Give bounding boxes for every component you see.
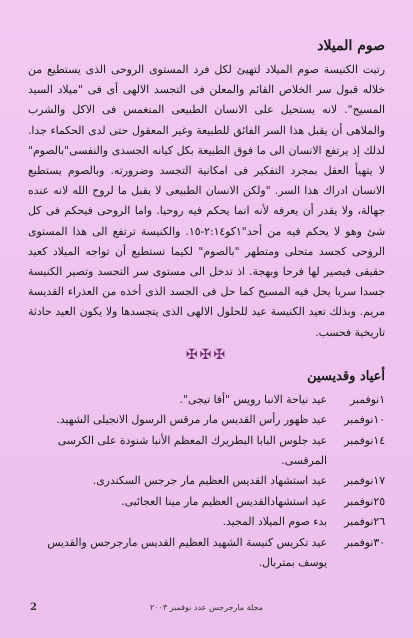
feast-date: ٢٦نوفمبر bbox=[344, 515, 385, 529]
page-footer bbox=[0, 603, 413, 617]
feasts-list bbox=[28, 390, 385, 574]
feast-date: ١نوفمبر bbox=[349, 392, 385, 406]
feast-date: ١٧نوفمبر bbox=[344, 474, 385, 488]
article-body: رتبت الكنيسة صوم الميلاد لتهيئ لكل فرد المستوى الروحى الذى يستطيع من خلاله قبول سر الخلاص القائم والمعلن فى التجسد الالهى أى فى "ميلاد السيد المسيح". لانه يستحيل على الانسان الطبيعى المنغمس فى الاكل والشرب والملاهى أن يقبل هذا السر الفائق للطبيعة وغير المعقول حتى لدى الحكماء جدا. لذلك إذ يرتفع الانسان الى ما فوق الطبيعة بكل كيانه الجسدى والنفسى"بالصوم" لا يتهيأ العقل بمجرد التفكير فى امكانية التجسد وضرورته. وبالصوم يستطيع الانسان ادراك هذا السر. "ولكن الانسان الطبيعى لا يقبل ما لروح الله لانه عنده جهالة، ولا يقدر أن يعرفه لأنه انما يحكم فيه روحيا. واما الروحى فيحكم فى كل شئ وهو لا يحكم فيه من أحد"١كو٢:١٤-١٥. والكنيسة ترتفع الى هذا المستوى الروحى كجسد متحلى ومتطهر "بالصوم" لكيما تستطيع أن تواجه الميلاد كعيد حقيقى فيصير لها فرحا وبهجة. اذ تدخل الى مستوى سر التجسد وتصير الكنيسة جسدا سريا يحل فيه المسيح كما حل فى الجسد الذى أخذه من العذراء القديسة مريم. وبذلك تعيد الكنيسة عيد للحلول الالهى الذى يتجسدها ولا يكون العيد حادثة تاريخية فحسب. bbox=[28, 63, 385, 339]
feast-description: بدء صوم الميلاد المجيد. bbox=[222, 515, 327, 529]
feast-description: عيد تكريس كنيسة الشهيد العظيم القديس مارجرجس والقديس يوسف بمتربال. bbox=[47, 535, 327, 570]
feast-description: عيد استشهاد القديس العظيم مار جرجس السكندرى. bbox=[92, 474, 327, 488]
feast-description: عيد ظهور رأس القديس مار مرقس الرسول الانجيلى الشهيد. bbox=[56, 413, 327, 427]
feast-description: عيد جلوس البابا البطريرك المعظم الأنبا شنودة على الكرسى المرقسى. bbox=[57, 433, 327, 468]
feast-description: عيد استشهادالقديس العظيم مار مينا العجائبى. bbox=[121, 494, 327, 508]
article-title: صوم الميلاد bbox=[317, 38, 385, 54]
feast-date: ٢٥نوفمبر bbox=[344, 494, 385, 508]
feasts-title: أعياد وقديسين bbox=[307, 368, 385, 384]
cross-divider-icon: ✠✠✠ bbox=[185, 346, 228, 363]
feast-date: ١٤نوفمبر bbox=[344, 433, 385, 447]
feast-item bbox=[28, 410, 385, 430]
feast-item bbox=[28, 512, 385, 532]
feast-date: ٣٠نوفمبر bbox=[344, 535, 385, 549]
feast-item bbox=[28, 390, 385, 410]
publication-name: مجلة مارجرجس عدد نوفمبر ٢٠٠٣ bbox=[149, 603, 263, 612]
feast-description: عيد نياحة الانبا رويس "أفا تيجى". bbox=[179, 392, 327, 406]
page-number: 2 bbox=[30, 602, 37, 613]
page-content bbox=[28, 38, 385, 574]
feast-item bbox=[28, 431, 385, 472]
feast-item bbox=[28, 533, 385, 574]
feast-date: ١٠نوفمبر bbox=[344, 413, 385, 427]
feast-item bbox=[28, 492, 385, 512]
feast-item bbox=[28, 471, 385, 491]
